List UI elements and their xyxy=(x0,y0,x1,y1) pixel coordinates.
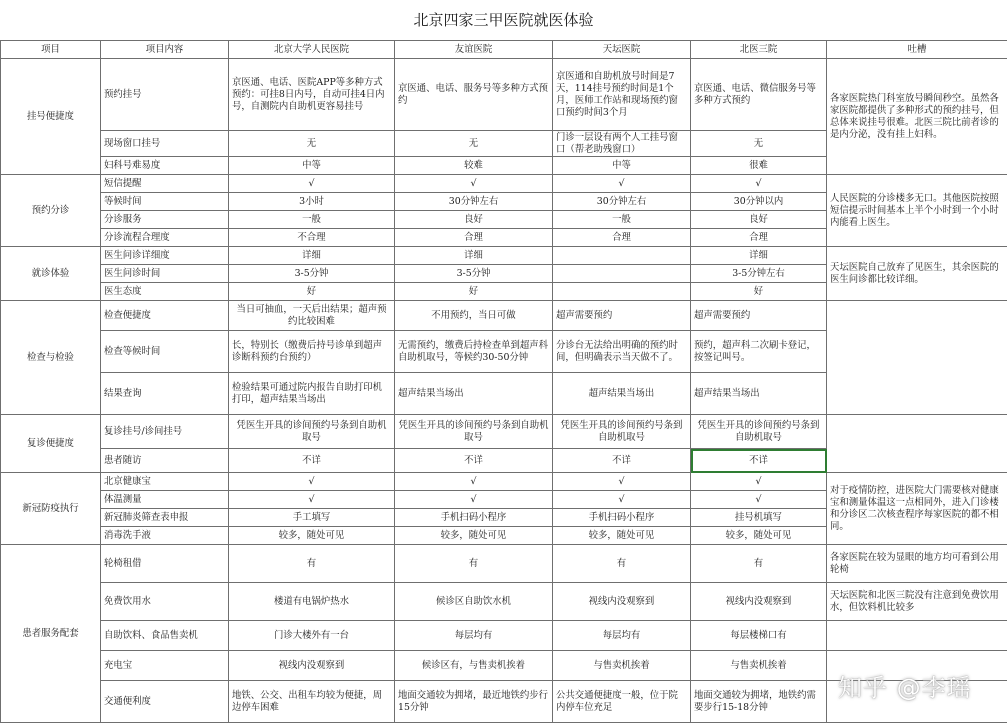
value-cell: 好 xyxy=(691,283,827,301)
value-cell: √ xyxy=(691,175,827,193)
item-cell: 分诊流程合理度 xyxy=(101,229,229,247)
table-row xyxy=(1,247,1007,265)
value-cell: 有 xyxy=(395,545,553,583)
value-cell: 合理 xyxy=(553,229,691,247)
value-cell: 不合理 xyxy=(229,229,395,247)
page-title: 北京四家三甲医院就医体验 xyxy=(413,11,594,29)
value-cell: 超声需要预约 xyxy=(553,301,691,331)
value-cell: 门诊一层设有两个人工挂号窗口（帮老助残窗口） xyxy=(553,131,691,157)
comment-cell: 各家医院热门科室放号瞬间秒空。虽然各家医院都提供了多种形式的预约挂号，但总体来说挂号很难。北医三院比前者诊的是内分泌，没有挂上妇科。 xyxy=(827,59,1007,175)
header-cell: 友谊医院 xyxy=(395,41,553,59)
value-cell: 中等 xyxy=(553,157,691,175)
value-cell: 手机扫码小程序 xyxy=(553,509,691,527)
value-cell: 30分钟左右 xyxy=(395,193,553,211)
value-cell: 凭医生开具的诊间预约号条到自助机取号 xyxy=(229,415,395,449)
comment-cell: 天坛医院自己放弃了见医生，其余医院的医生问诊都比较详细。 xyxy=(827,247,1007,301)
value-cell: 不详 xyxy=(553,449,691,473)
item-cell: 短信提醒 xyxy=(101,175,229,193)
item-cell: 等候时间 xyxy=(101,193,229,211)
table-row xyxy=(1,621,1007,651)
value-cell xyxy=(553,247,691,265)
item-cell: 检查等候时间 xyxy=(101,331,229,373)
value-cell: 3小时 xyxy=(229,193,395,211)
category-cell: 新冠防疫执行 xyxy=(1,473,101,545)
value-cell: 超声结果当场出 xyxy=(691,373,827,415)
value-cell: √ xyxy=(395,175,553,193)
value-cell: 良好 xyxy=(691,211,827,229)
value-cell: 凭医生开具的诊间预约号条到自助机取号 xyxy=(395,415,553,449)
value-cell: 每层楼梯口有 xyxy=(691,621,827,651)
item-cell: 新冠肺炎筛查表申报 xyxy=(101,509,229,527)
value-cell: 有 xyxy=(229,545,395,583)
table-row xyxy=(1,175,1007,193)
value-cell: 挂号机填写 xyxy=(691,509,827,527)
value-cell: 门诊大楼外有一台 xyxy=(229,621,395,651)
item-cell: 分诊服务 xyxy=(101,211,229,229)
value-cell: 检验结果可通过院内报告自助打印机打印，超声结果当场出 xyxy=(229,373,395,415)
value-cell: 不用预约，当日可做 xyxy=(395,301,553,331)
value-cell: 手工填写 xyxy=(229,509,395,527)
value-cell: 较多，随处可见 xyxy=(229,527,395,545)
category-cell: 就诊体验 xyxy=(1,247,101,301)
value-cell: √ xyxy=(229,175,395,193)
value-cell: 京医通和自助机放号时间是7天，114挂号预约时间是1个月，医师工作站和现场预约窗口预约时间3个月 xyxy=(553,59,691,131)
comment-cell xyxy=(827,621,1007,651)
table-row xyxy=(1,583,1007,621)
value-cell: 30分钟以内 xyxy=(691,193,827,211)
value-cell: √ xyxy=(691,491,827,509)
value-cell: √ xyxy=(395,473,553,491)
header-cell: 北医三院 xyxy=(691,41,827,59)
header-row xyxy=(1,41,1007,59)
value-cell: 与售卖机挨着 xyxy=(691,651,827,681)
item-cell: 体温测量 xyxy=(101,491,229,509)
value-cell: 超声需要预约 xyxy=(691,301,827,331)
value-cell: 候诊区有，与售卖机挨着 xyxy=(395,651,553,681)
item-cell: 医生态度 xyxy=(101,283,229,301)
table-row xyxy=(1,301,1007,331)
item-cell: 北京健康宝 xyxy=(101,473,229,491)
value-cell: 较多，随处可见 xyxy=(395,527,553,545)
value-cell: 详细 xyxy=(395,247,553,265)
value-cell xyxy=(553,283,691,301)
value-cell: 3-5分钟 xyxy=(395,265,553,283)
value-cell: 3-5分钟 xyxy=(229,265,395,283)
header-cell: 北京大学人民医院 xyxy=(229,41,395,59)
value-cell: 视线内没观察到 xyxy=(229,651,395,681)
header-cell: 天坛医院 xyxy=(553,41,691,59)
value-cell: 视线内没观察到 xyxy=(691,583,827,621)
value-cell: 较多，随处可见 xyxy=(691,527,827,545)
category-cell: 挂号便捷度 xyxy=(1,59,101,175)
value-cell: 京医通、电话、微信服务号等多种方式预约 xyxy=(691,59,827,131)
value-cell: 较难 xyxy=(395,157,553,175)
value-cell: 好 xyxy=(395,283,553,301)
table-row xyxy=(1,415,1007,449)
value-cell: 无 xyxy=(395,131,553,157)
value-cell: 分诊台无法给出明确的预约时间，但明确表示当天做不了。 xyxy=(553,331,691,373)
header-cell: 吐槽 xyxy=(827,41,1007,59)
value-cell: 京医通、电话、服务号等多种方式预约 xyxy=(395,59,553,131)
value-cell: 无需预约，缴费后持检查单到超声科自助机取号，等候约30-50分钟 xyxy=(395,331,553,373)
item-cell: 医生问诊时间 xyxy=(101,265,229,283)
value-cell: 30分钟左右 xyxy=(553,193,691,211)
value-cell: 每层均有 xyxy=(553,621,691,651)
category-cell: 预约分诊 xyxy=(1,175,101,247)
value-cell: 中等 xyxy=(229,157,395,175)
value-cell: 京医通、电话、医院APP等多种方式预约：可挂8日内号，自动可挂4日内号，自测院内自助机更容易挂号 xyxy=(229,59,395,131)
category-cell: 复诊便捷度 xyxy=(1,415,101,473)
item-cell: 复诊挂号/诊间挂号 xyxy=(101,415,229,449)
value-cell: 地面交通较为拥堵，最近地铁约步行15分钟 xyxy=(395,681,553,723)
value-cell: 不详 xyxy=(395,449,553,473)
value-cell: 好 xyxy=(229,283,395,301)
value-cell: 无 xyxy=(229,131,395,157)
item-cell: 充电宝 xyxy=(101,651,229,681)
value-cell: 合理 xyxy=(395,229,553,247)
value-cell: 无 xyxy=(691,131,827,157)
comment-cell: 对于疫情防控，进医院大门需要核对健康宝和测量体温这一点相同外，进入门诊楼和分诊区二次核查程序每家医院的都不相同。 xyxy=(827,473,1007,545)
item-cell: 预约挂号 xyxy=(101,59,229,131)
value-cell: 地铁、公交、出租车均较为便捷，周边停车困难 xyxy=(229,681,395,723)
value-cell: √ xyxy=(553,473,691,491)
value-cell: √ xyxy=(395,491,553,509)
item-cell: 消毒洗手液 xyxy=(101,527,229,545)
value-cell: √ xyxy=(553,491,691,509)
value-cell: 当日可抽血，一天后出结果；超声预约比较困难 xyxy=(229,301,395,331)
item-cell: 现场窗口挂号 xyxy=(101,131,229,157)
table-row xyxy=(1,473,1007,491)
header-cell: 项目 xyxy=(1,41,101,59)
header-cell: 项目内容 xyxy=(101,41,229,59)
item-cell: 检查便捷度 xyxy=(101,301,229,331)
item-cell: 医生问诊详细度 xyxy=(101,247,229,265)
value-cell: 地面交通较为拥堵，地铁约需要步行15-18分钟 xyxy=(691,681,827,723)
comment-cell: 各家医院在较为显眼的地方均可看到公用轮椅 xyxy=(827,545,1007,583)
value-cell: 候诊区自助饮水机 xyxy=(395,583,553,621)
item-cell: 结果查询 xyxy=(101,373,229,415)
value-cell: 一般 xyxy=(229,211,395,229)
comment-cell xyxy=(827,415,1007,473)
table-row xyxy=(1,59,1007,131)
value-cell: 不详 xyxy=(229,449,395,473)
value-cell: √ xyxy=(553,175,691,193)
value-cell: 公共交通便捷度一般，位于院内停车位充足 xyxy=(553,681,691,723)
item-cell: 患者随访 xyxy=(101,449,229,473)
value-cell: 长，特别长（缴费后持号诊单到超声诊断科预约台预约） xyxy=(229,331,395,373)
value-cell: √ xyxy=(229,491,395,509)
category-cell: 患者服务配套 xyxy=(1,545,101,723)
table-row xyxy=(1,545,1007,583)
value-cell: 较多，随处可见 xyxy=(553,527,691,545)
item-cell: 妇科号难易度 xyxy=(101,157,229,175)
value-cell: 3-5分钟左右 xyxy=(691,265,827,283)
value-cell: 有 xyxy=(553,545,691,583)
value-cell: 一般 xyxy=(553,211,691,229)
value-cell: 楼道有电锅炉热水 xyxy=(229,583,395,621)
value-cell: 预约，超声科二次刷卡登记，按签记叫号。 xyxy=(691,331,827,373)
value-cell: 手机扫码小程序 xyxy=(395,509,553,527)
value-cell: 超声结果当场出 xyxy=(395,373,553,415)
value-cell: 凭医生开具的诊间预约号条到自助机取号 xyxy=(553,415,691,449)
value-cell: 每层均有 xyxy=(395,621,553,651)
value-cell: 视线内没观察到 xyxy=(553,583,691,621)
value-cell: √ xyxy=(229,473,395,491)
watermark-text: 知乎 @李瑶 xyxy=(838,674,972,702)
value-cell: 详细 xyxy=(691,247,827,265)
category-cell: 检查与检验 xyxy=(1,301,101,415)
comparison-table xyxy=(0,40,1007,723)
value-cell: 超声结果当场出 xyxy=(553,373,691,415)
value-cell: 良好 xyxy=(395,211,553,229)
item-cell: 免费饮用水 xyxy=(101,583,229,621)
item-cell: 交通便利度 xyxy=(101,681,229,723)
comment-cell: 人民医院的分诊楼多无口。其他医院按照短信提示时间基本上半个小时到一个小时内能看上医生。 xyxy=(827,175,1007,247)
item-cell: 自助饮料、食品售卖机 xyxy=(101,621,229,651)
value-cell: 有 xyxy=(691,545,827,583)
selected-cell[interactable]: 不详 xyxy=(691,449,827,473)
value-cell: √ xyxy=(691,473,827,491)
value-cell: 凭医生开具的诊间预约号条到自助机取号 xyxy=(691,415,827,449)
value-cell: 详细 xyxy=(229,247,395,265)
value-cell xyxy=(553,265,691,283)
value-cell: 很难 xyxy=(691,157,827,175)
comment-cell: 天坛医院和北医三院没有注意到免费饮用水，但饮料机比较多 xyxy=(827,583,1007,621)
value-cell: 与售卖机挨着 xyxy=(553,651,691,681)
item-cell: 轮椅租借 xyxy=(101,545,229,583)
value-cell: 合理 xyxy=(691,229,827,247)
comment-cell xyxy=(827,301,1007,415)
